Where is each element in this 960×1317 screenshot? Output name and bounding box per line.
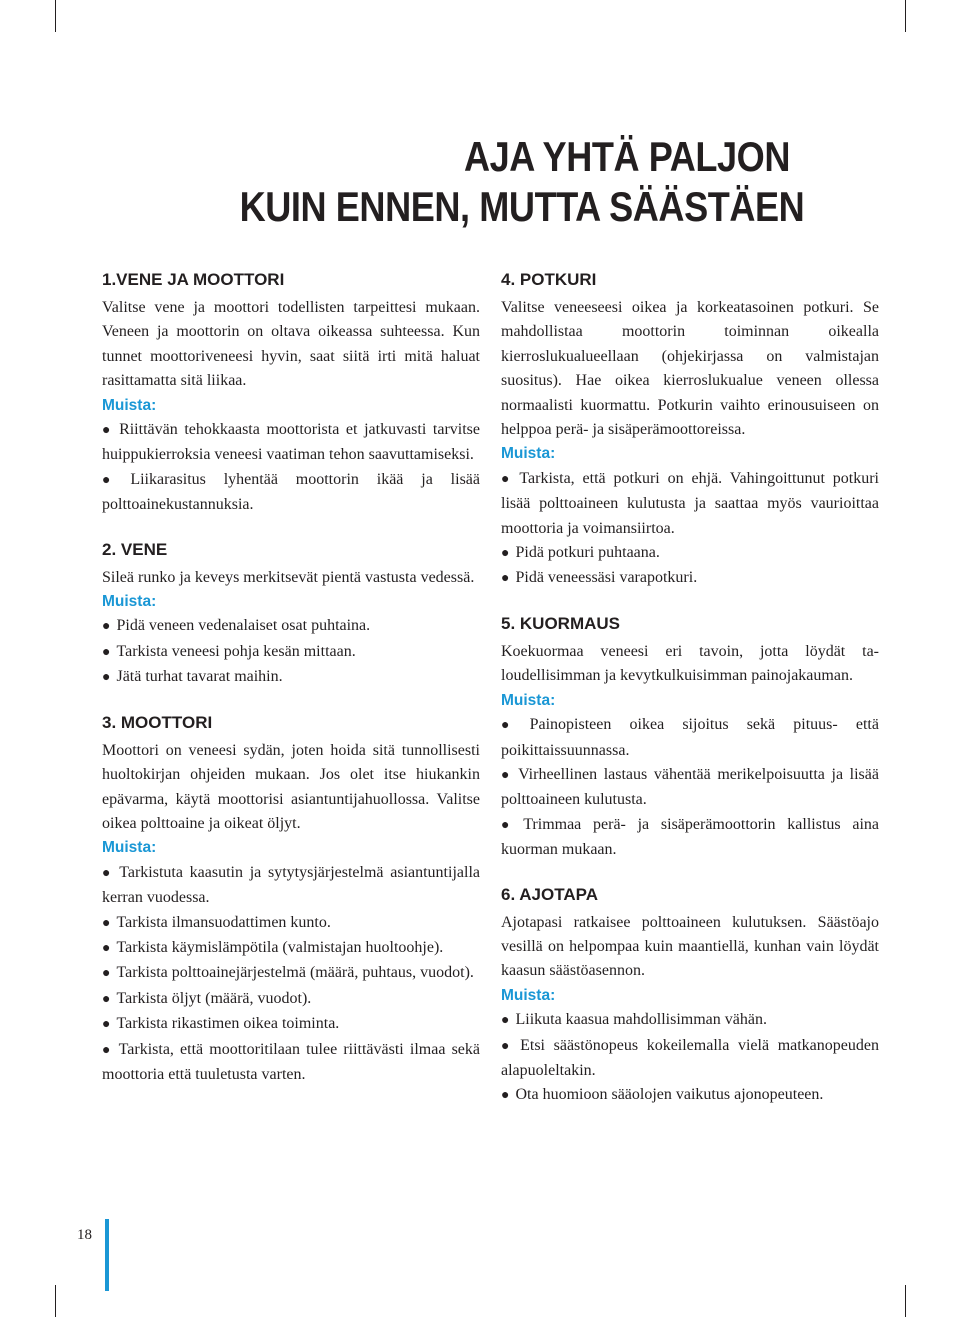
bullet-icon: ● xyxy=(501,718,524,734)
section-heading: 5. KUORMAUS xyxy=(501,613,621,633)
left-column xyxy=(102,268,480,1087)
section-intro: Valitse vene ja moottori todellisten tarpeittesi mukaan. Veneen ja moottorin on oltava oikeassa suhteessa. Kun tunnet moottoriveneesi hyvin, saat siitä irti mitä haluat rasittamatta sitä liikaa. xyxy=(102,299,480,390)
section-ajotapa xyxy=(501,883,879,1109)
bullet-item: ● Etsi säästönopeus kokeilemalla vielä matkanopeuden alapuoleltakin. xyxy=(501,1036,879,1079)
page-number: 18 xyxy=(77,1227,92,1243)
bullet-icon: ● xyxy=(102,865,114,881)
section-moottori xyxy=(102,711,480,1088)
section-heading: 6. AJOTAPA xyxy=(501,884,598,904)
bullet-item: ● Trimmaa perä- ja sisäperämoottorin kallistus aina kuorman mukaan. xyxy=(501,815,879,859)
remember-label: Muista: xyxy=(501,691,556,709)
bullet-icon: ● xyxy=(102,670,111,686)
bullet-item: ● Tarkistuta kaasutin ja sytytysjärjestelmä asiantuntijalla kerran vuodessa. xyxy=(102,863,480,907)
bullet-item: ● Tarkista rikastimen oikea toiminta. xyxy=(102,1015,340,1033)
bullet-icon: ● xyxy=(102,619,111,635)
bullet-icon: ● xyxy=(501,1013,510,1029)
section-intro: Valitse veneeseesi oikea ja korkeatasoinen potkuri. Se mahdollistaa moottorin toiminnan oikealla kierroslukualueellaan (ohjekirjassa on valmistajan suositus). Hae oikea kierroslukualue veneen ollessa normaalisti kuormattu. Potkurin vaihto erinousuiseen on helppoa perä- ja sisäperämoottoreissa. xyxy=(501,299,879,439)
crop-mark xyxy=(905,0,906,32)
bullet-icon: ● xyxy=(102,991,111,1007)
bullet-icon: ● xyxy=(102,940,111,956)
bullet-icon: ● xyxy=(501,471,514,487)
bullet-item: ● Liikarasitus lyhentää moottorin ikää ja lisää polttoainekustannuksia. xyxy=(102,470,480,514)
bullet-item: ● Liikuta kaasua mahdollisimman vähän. xyxy=(501,1011,767,1029)
bullet-icon: ● xyxy=(102,1042,113,1058)
crop-mark xyxy=(55,1285,56,1317)
bullet-icon: ● xyxy=(102,966,111,982)
bullet-icon: ● xyxy=(102,1017,111,1033)
section-vene-ja-moottori xyxy=(102,268,480,518)
bullet-icon: ● xyxy=(501,767,513,783)
bullet-item: ● Tarkista polttoainejärjestelmä (määrä, puhtaus, vuodot). xyxy=(102,964,474,982)
bullet-icon: ● xyxy=(501,1088,510,1104)
section-heading: 4. POTKURI xyxy=(501,270,597,289)
accent-rule xyxy=(105,1219,109,1291)
bullet-item: ● Painopisteen oikea sijoitus sekä pituus- että poikittaissuunnassa. xyxy=(501,716,879,759)
remember-label: Muista: xyxy=(102,396,157,414)
crop-mark xyxy=(55,0,56,32)
bullet-icon: ● xyxy=(501,571,510,587)
remember-label: Muista: xyxy=(501,986,556,1004)
section-intro: Sileä runko ja keveys merkitsevät pientä vastusta vedessä. xyxy=(102,568,475,586)
bullet-item: ● Riittävän tehokkaasta moottorista et jatkuvasti tarvitse huippukierroksia veneesi vaatiman tehon saavuttamiseksi. xyxy=(102,421,480,464)
bullet-item: ● Jätä turhat tavarat maihin. xyxy=(102,668,283,686)
page-title-line-2: KUIN ENNEN, MUTTA SÄÄSTÄEN xyxy=(239,183,805,230)
remember-label: Muista: xyxy=(102,593,157,611)
bullet-item: ● Tarkista, että potkuri on ehjä. Vahingoittunut potkuri lisää polttoaineen kulutusta ja saattaa myös vaurioittaa moottoria ja voimansiirtoa. xyxy=(501,469,879,537)
bullet-icon: ● xyxy=(501,546,510,562)
section-intro: Moottori on veneesi sydän, joten hoida sitä tunnollisesti huoltokirjan ohjeiden mukaan. Jos olet itse hiukankin epävarma, käytä moottorisi asiantuntijahuollossa. Valitse oikea polttoaine ja oikeat öljyt. xyxy=(102,741,480,832)
bullet-icon: ● xyxy=(102,915,111,931)
section-heading: 2. VENE xyxy=(102,539,168,559)
bullet-icon: ● xyxy=(501,1038,515,1054)
bullet-item: ● Pidä veneen vedenalaiset osat puhtaina. xyxy=(102,617,371,635)
bullet-icon: ● xyxy=(102,644,111,660)
bullet-icon: ● xyxy=(102,423,114,439)
page-title-line-1: AJA YHTÄ PALJON xyxy=(463,133,790,180)
section-vene xyxy=(102,538,480,691)
bullet-item: ● Tarkista öljyt (määrä, vuodot). xyxy=(102,989,312,1007)
remember-label: Muista: xyxy=(102,839,157,857)
bullet-item: ● Virheellinen lastaus vähentää merikelpoisuutta ja lisää polttoaineen kulutusta. xyxy=(501,765,879,809)
bullet-icon: ● xyxy=(501,817,518,833)
section-intro: Ajotapasi ratkaisee polttoaineen kulutuksen. Säästöajo vesillä on helpompaa kuin maantiellä, kunhan vain löydät kaasun säästöasennon. xyxy=(501,913,879,980)
bullet-icon: ● xyxy=(102,472,125,488)
bullet-item: ● Ota huomioon sääolojen vaikutus ajonopeuteen. xyxy=(501,1086,824,1104)
section-heading: 1.VENE JA MOOTTORI xyxy=(102,270,285,289)
section-intro: Koekuormaa veneesi eri tavoin, jotta löydät taloudellisimman ja kevytkulkuisimman painojakauman. xyxy=(501,642,879,685)
page-title xyxy=(239,132,805,232)
section-heading: 3. MOOTTORI xyxy=(102,712,213,732)
bullet-item: ● Tarkista ilmansuodattimen kunto. xyxy=(102,913,331,931)
bullet-item: ● Pidä potkuri puhtaana. xyxy=(501,544,660,562)
remember-label: Muista: xyxy=(501,445,556,463)
bullet-item: ● Tarkista, että moottoritilaan tulee riittävästi ilmaa sekä moottoria että tuuletusta varten. xyxy=(102,1040,480,1083)
bullet-item: ● Tarkista käymislämpötila (valmistajan huoltoohje). xyxy=(102,938,444,956)
section-potkuri xyxy=(501,268,879,592)
right-column xyxy=(501,268,879,1109)
bullet-item: ● Tarkista veneesi pohja kesän mittaan. xyxy=(102,642,356,660)
crop-mark xyxy=(905,1285,906,1317)
bullet-item: ● Pidä veneessäsi varapotkuri. xyxy=(501,569,698,587)
section-kuormaus xyxy=(501,612,879,863)
